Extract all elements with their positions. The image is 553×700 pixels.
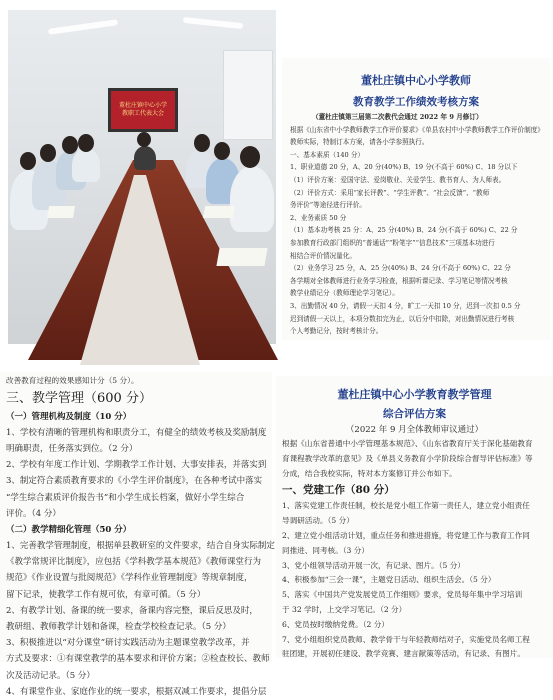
attendee-head [214,142,230,160]
attendee-head [194,134,210,152]
document-line: 育课程教学改革的意见》及《单县义务教育小学阶段综合督导评估标准》等 [282,453,533,463]
document-line: （董杜庄镇第三届第二次教代会通过 2022 年 9 月修订） [312,113,483,121]
document-line: 教师实际，特制订本方案，请各小学参照执行。 [290,138,429,147]
document-line: 教学业绩记分（教师理论学习笔记）。 [290,289,399,298]
paper-sheet [203,206,235,218]
document-line: （2）评价方式：采用“家长评教”、“学生评教”、“社会反馈”、“教师 [290,188,490,197]
meeting-photo [8,10,276,344]
document-line: 1、职业道德 20 分，A、20 分(40%) B、19 分(不高于 60%) C、18 分以下 [290,163,518,172]
document-line: 1、落实党建工作责任制，校长是党小组工作第一责任人，建立党小组责任 [282,501,530,511]
document-line: 4、有课堂作业、家庭作业的统一要求，根据双减工作要求，提倡分层 [6,686,267,697]
document-line: 3、党小组领导活动开展一次，有记录、图片。（5 分） [282,560,465,570]
document-line: 根据《山东省中小学教师教学工作评价要求》《单县农村中小学教师教学工作评价制度》 [290,125,544,134]
document-line: 3、积极推进以“对分课堂”研讨实践活动为主题课堂教学改革，并 [6,638,250,649]
attendee-head [62,136,78,154]
document-line: “学生综合素质评价报告书”和小学生成长档案，做好小学生综合 [6,492,245,503]
attendee-head [240,146,260,168]
teacher-assessment-document [282,58,550,340]
document-line: 个人考勤记分，按时考核计分。 [290,327,383,336]
ceiling-light [48,19,118,35]
screen-line: 董杜庄镇中心小学 [118,102,167,109]
document-line: 评价。（4 分） [6,508,61,519]
document-subtitle: 教育教学工作绩效考核方案 [353,96,479,108]
comprehensive-evaluation-document [276,376,553,658]
document-line: 4、积极参加“三会一课”，主题党日活动、组织生活会。（5 分） [282,575,496,585]
document-line: 1、完善教学管理制度，根据单县教研室的文件要求，结合自身实际制定 [6,541,275,552]
section-heading: 三、教学管理（600 分） [6,390,152,406]
document-date: （2022 年 9 月全体教师审议通过） [345,425,484,435]
document-line: 3、出勤情况 40 分，请假一天扣 4 分，旷工一天扣 10 分，迟到一次扣 0.5 分 [290,301,521,310]
document-line: 分成，结合我校实际，特对本方案修订并公布如下。 [282,468,457,478]
document-line: 留下记录，使教学工作有规可依，有章可循。（5 分） [6,589,206,600]
document-line: 2、业务素质 50 分 [290,213,347,222]
attendee-head [137,132,151,147]
document-line: 改善教育过程的效果感知计分（5 分）。 [6,376,139,385]
attendee-head [40,144,56,162]
document-line: 次及活动记录。（5 分） [6,670,95,681]
document-subtitle: 综合评估方案 [383,408,446,420]
document-line: （一）管理机构及制度（10 分） [6,411,132,422]
meeting-screen [108,88,178,132]
attendee-head [20,152,36,170]
document-line: 5、落实《中国共产党发展党员工作细则》要求，党员每年集中学习培训 [282,590,523,600]
document-line: 6、党员按时缴纳党费。（2 分） [282,619,389,629]
document-line: 一、基本素质（140 分） [290,150,365,159]
document-line: （1）基本功考核 25 分：A、25 分(40%) B、24 分(不高于 60%) C、22 分 [290,226,518,235]
teaching-management-document [0,372,275,697]
document-line: 务评价”等途径进行评价。 [290,201,366,210]
attendee [134,146,156,170]
document-title: 董杜庄镇中心小学教师 [361,74,471,87]
document-line: 根据《山东省普通中小学管理基本规范》、《山东省教育厅关于深化基础教育 [282,439,533,448]
paper-sheet [216,248,267,266]
document-line: 3、制定符合素质教育要求的《小学生评价制度》，在各种考试中落实 [6,476,263,487]
document-line: 2、建立党小组活动计划，重点任务和推进措施，将党建工作与教育工作同 [282,530,530,540]
document-line: 迟到请假一天以上，本项分数扣完为止，以后分中扣除，对出勤情况进行考核 [290,314,515,323]
document-line: （2）业务学习 25 分，A、25 分(40%) B、24 分(不高于 60%) C、22 分 [290,264,511,273]
document-title: 董杜庄镇中心小学教育教学管理 [337,388,492,401]
document-line: 规范》《作业设置与批阅规范》《学科作业管理制度》等规章制度， [6,573,253,584]
document-line: 于 32 学时，上交学习笔记。（2 分） [282,604,407,614]
document-line: 参加教育行政部门组织的“普通话”“粉笔字”“信息技术”三项基本功进行 [290,238,495,247]
document-line: 相结合评价情况量化。 [290,251,356,260]
attendee [72,148,100,182]
paper-sheet [47,206,75,218]
document-line: （1）评价方案：爱国守法、爱岗敬业、关爱学生、教书育人、为人师表。 [290,175,506,184]
attendee-head [78,134,94,152]
ceiling-light [183,17,243,29]
section-heading: 一、党建工作（80 分） [282,484,395,497]
document-line: 1、学校有清晰的管理机构和职责分工，有健全的绩效考核及奖励制度 [6,427,267,438]
document-line: 方式及要求：①有课堂教学的基本要求和评价方案；②检查校长、教师 [6,654,270,665]
document-line: 2、学校有年度工作计划、学期教学工作计划、大事安排表，并落实到 [6,460,267,471]
document-line: 《教学常规评比制度》，应包括《学科教学基本规范》《教师课堂行为 [6,557,262,568]
document-line: 明确职责，任务落实到位。（2 分） [6,444,138,454]
document-line: 驻团建，开展初任建设、教学竞赛、建言献策等活动，有记录、有图片。 [282,649,525,659]
wall-window [223,50,273,140]
document-line: 7、党小组组织党员教师、教学骨干与年轻教师结对子，实施党员名师工程 [282,634,530,644]
document-line: （二）教学精细化管理（50 分） [6,525,132,536]
attendee [230,166,274,232]
screen-line: 教职工代表大会 [121,110,164,117]
document-line: 各学期对全体教师进行业务学习检查，根据听课记录、学习笔记等情况考核 [290,276,508,285]
document-line: 教研组、教师教学计划和备课，检查学校检查记录。（5 分） [6,622,231,633]
document-line: 导调研活动。（5 分） [282,516,354,526]
document-line: 2、有教学计划、备课的统一要求，备课内容完整，课后反思及时， [6,605,258,616]
document-line: 同推进、同考核。（3 分） [282,545,369,555]
